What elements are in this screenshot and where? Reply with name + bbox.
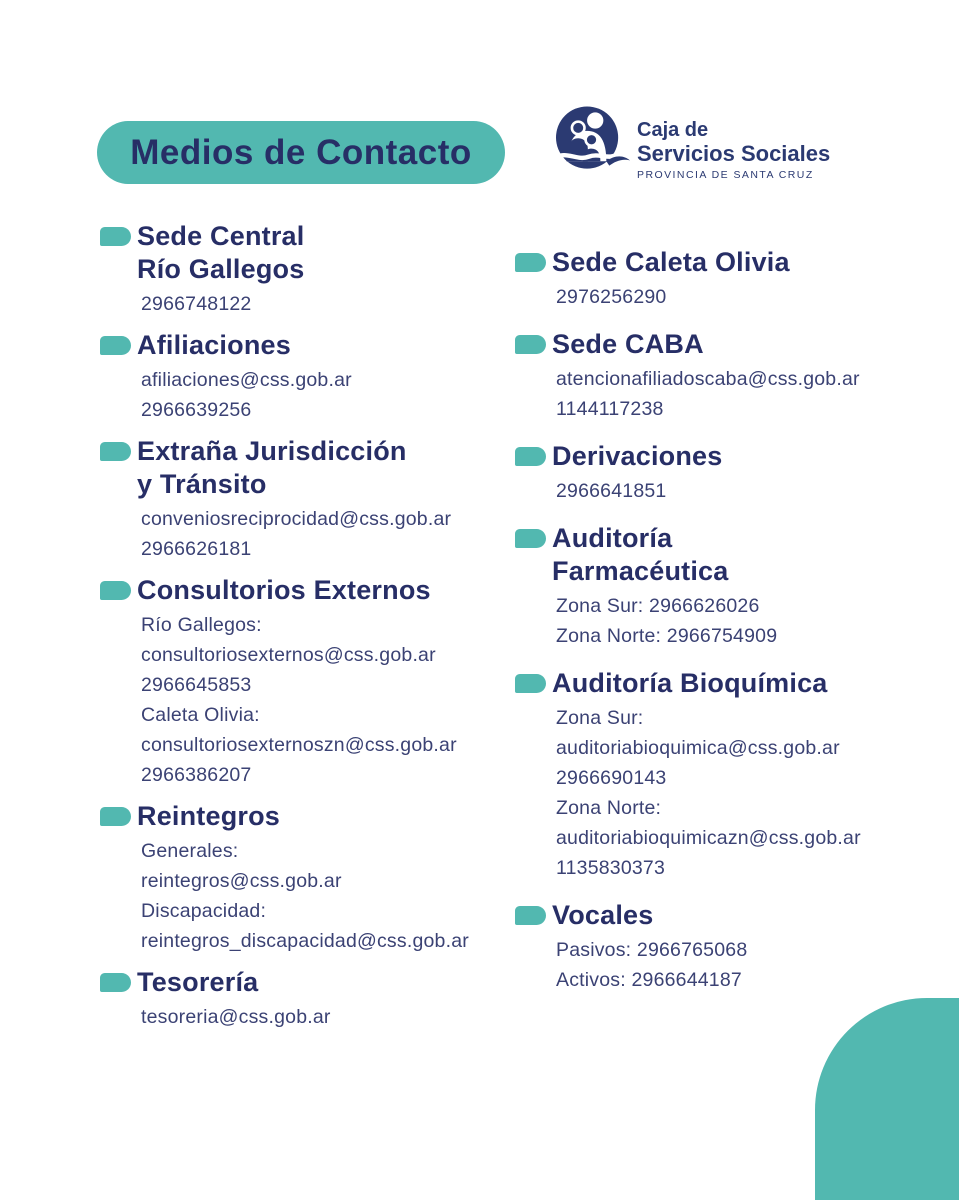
title-line: Sede Caleta Olivia xyxy=(552,247,790,277)
contact-column-right xyxy=(515,246,955,1011)
title-line: Farmacéutica xyxy=(552,556,729,586)
contact-line: 2966748122 xyxy=(141,293,252,315)
contact-section xyxy=(515,667,955,883)
tag-bullet-icon xyxy=(100,227,131,246)
contact-line: auditoriabioquimicazn@css.gob.ar xyxy=(556,827,861,849)
contact-section xyxy=(515,899,955,995)
contact-section-title xyxy=(552,667,955,700)
title-line: Reintegros xyxy=(137,801,281,831)
contact-section xyxy=(100,435,518,564)
page-title: Medios de Contacto xyxy=(130,132,472,172)
logo-line3: PROVINCIA DE SANTA CRUZ xyxy=(637,168,814,181)
tag-bullet-icon xyxy=(100,442,131,461)
contact-line: 2966645853 xyxy=(141,674,252,696)
contact-line: 2966690143 xyxy=(556,767,667,789)
title-line: Consultorios Externos xyxy=(137,575,431,605)
title-line: Sede CABA xyxy=(552,329,704,359)
title-line: Vocales xyxy=(552,900,654,930)
contact-line: 2966626181 xyxy=(141,538,252,560)
tag-bullet-icon xyxy=(100,973,131,992)
contact-section-title xyxy=(552,899,955,932)
page-title-pill xyxy=(97,121,505,184)
contact-section xyxy=(100,574,518,790)
contact-line: afiliaciones@css.gob.ar xyxy=(141,369,352,391)
contact-section-title xyxy=(552,246,955,279)
contact-line: Activos: 2966644187 xyxy=(556,969,742,991)
contact-section-title xyxy=(137,966,518,999)
contact-section-title xyxy=(137,574,518,607)
title-line: Extraña Jurisdicción xyxy=(137,436,407,466)
title-line: Tesorería xyxy=(137,967,259,997)
title-line: Sede Central xyxy=(137,221,305,251)
contact-line: 1135830373 xyxy=(556,857,666,879)
contact-line: conveniosreciprocidad@css.gob.ar xyxy=(141,508,452,530)
title-line: Derivaciones xyxy=(552,441,723,471)
contact-section xyxy=(515,328,955,424)
contact-line: 2966641851 xyxy=(556,480,667,502)
contact-line: Río Gallegos: xyxy=(141,614,262,636)
org-logo xyxy=(556,106,830,181)
title-line: Afiliaciones xyxy=(137,330,291,360)
contact-section xyxy=(100,966,518,1032)
tag-bullet-icon xyxy=(100,581,131,600)
contact-line: Pasivos: 2966765068 xyxy=(556,939,748,961)
corner-decoration xyxy=(815,998,959,1200)
tag-bullet-icon xyxy=(515,253,546,272)
contact-column-left xyxy=(100,220,518,1042)
contact-section xyxy=(515,246,955,312)
logo-line1: Caja de xyxy=(637,119,709,141)
contact-line: Generales: xyxy=(141,840,239,862)
tag-bullet-icon xyxy=(515,447,546,466)
contact-line: Caleta Olivia: xyxy=(141,704,260,726)
tag-bullet-icon xyxy=(515,335,546,354)
contact-section xyxy=(100,220,518,319)
contact-section xyxy=(515,522,955,651)
contact-line: Zona Norte: xyxy=(556,797,662,819)
title-line: Río Gallegos xyxy=(137,254,305,284)
tag-bullet-icon xyxy=(515,906,546,925)
contact-line: 2966386207 xyxy=(141,764,252,786)
contact-line: 2966639256 xyxy=(141,399,252,421)
contact-section-title xyxy=(552,328,955,361)
contact-section-title xyxy=(137,329,518,362)
contact-line: tesoreria@css.gob.ar xyxy=(141,1006,331,1028)
contact-line: consultoriosexternoszn@css.gob.ar xyxy=(141,734,457,756)
logo-org-name xyxy=(637,106,830,181)
title-line: Auditoría Bioquímica xyxy=(552,668,828,698)
title-line: Auditoría xyxy=(552,523,673,553)
title-line: y Tránsito xyxy=(137,469,267,499)
contact-section-title xyxy=(552,522,955,588)
contact-line: atencionafiliadoscaba@css.gob.ar xyxy=(556,368,860,390)
contact-line: reintegros_discapacidad@css.gob.ar xyxy=(141,930,469,952)
contact-section-title xyxy=(137,220,518,286)
contact-line: 1144117238 xyxy=(556,398,664,420)
tag-bullet-icon xyxy=(100,807,131,826)
contact-line: reintegros@css.gob.ar xyxy=(141,870,342,892)
contact-line: consultoriosexternos@css.gob.ar xyxy=(141,644,436,666)
contact-section xyxy=(100,329,518,425)
contact-section xyxy=(100,800,518,956)
contact-line: Zona Sur: xyxy=(556,707,644,729)
contact-section-title xyxy=(552,440,955,473)
tag-bullet-icon xyxy=(100,336,131,355)
tag-bullet-icon xyxy=(515,674,546,693)
logo-icon xyxy=(556,106,630,172)
contact-section-title xyxy=(137,435,518,501)
contact-line: Discapacidad: xyxy=(141,900,267,922)
logo-line2: Servicios Sociales xyxy=(637,140,831,166)
contact-section xyxy=(515,440,955,506)
contact-line: Zona Norte: 2966754909 xyxy=(556,625,778,647)
contact-line: Zona Sur: 2966626026 xyxy=(556,595,760,617)
tag-bullet-icon xyxy=(515,529,546,548)
contact-line: 2976256290 xyxy=(556,286,667,308)
contact-section-title xyxy=(137,800,518,833)
contact-line: auditoriabioquimica@css.gob.ar xyxy=(556,737,840,759)
